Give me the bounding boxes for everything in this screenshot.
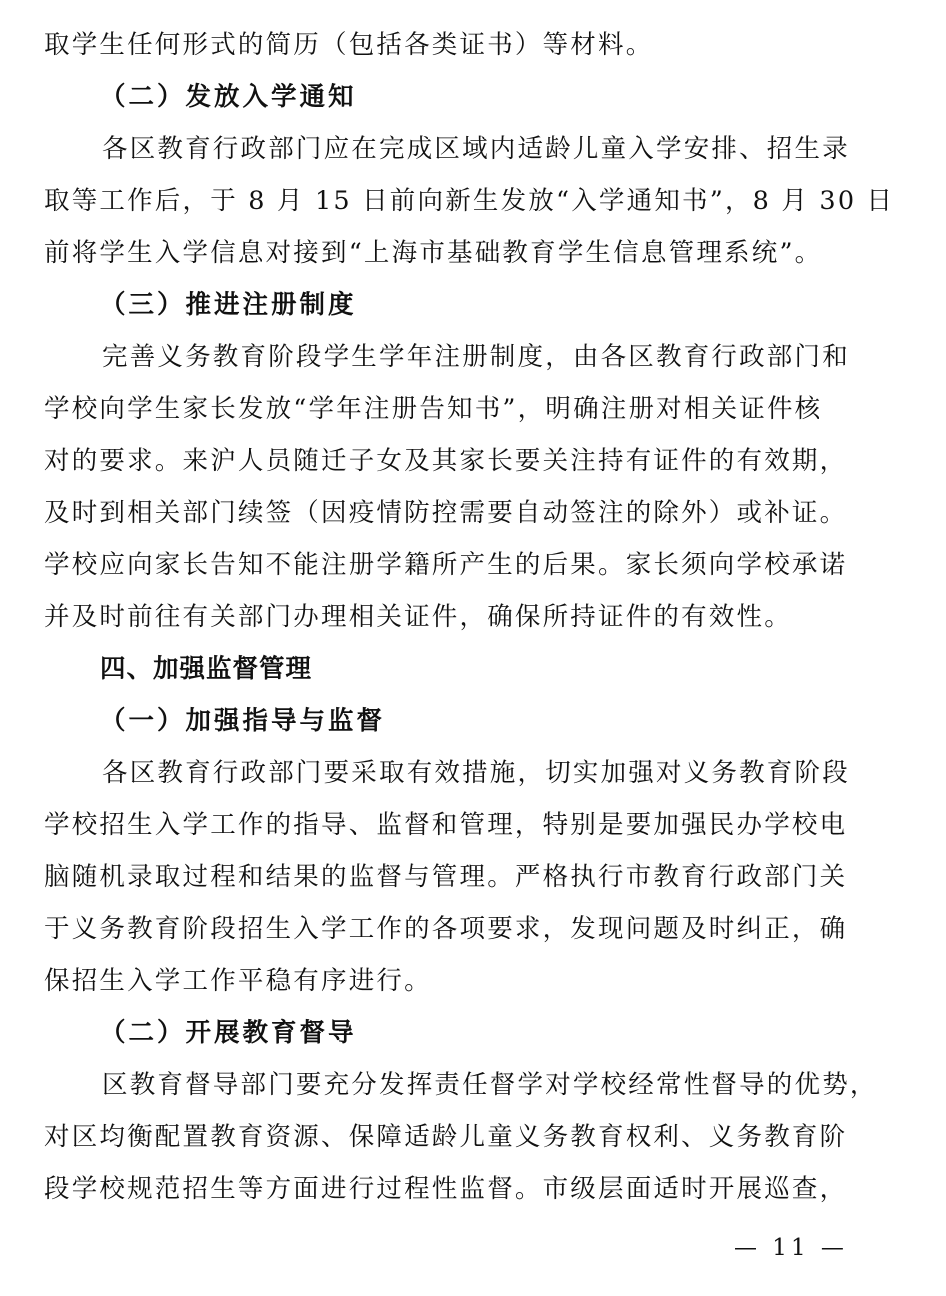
document-page (44, 19, 895, 1215)
body-line: 并及时前往有关部门办理相关证件，确保所持证件的有效性。 (44, 602, 792, 632)
body-line: 及时到相关部门续签（因疫情防控需要自动签注的除外）或补证。 (44, 498, 848, 528)
body-line: 各区教育行政部门要采取有效措施，切实加强对义务教育阶段 (102, 758, 850, 788)
section-subheading-guidance: （一）加强指导与监督 (100, 706, 386, 736)
body-line: 前将学生入学信息对接到“上海市基础教育学生信息管理系统”。 (44, 238, 823, 268)
body-line: 取等工作后，于 8 月 15 日前向新生发放“入学通知书”，8 月 30 日 (44, 186, 895, 216)
body-line: 于义务教育阶段招生入学工作的各项要求，发现问题及时纠正，确 (44, 914, 848, 944)
body-line: 区教育督导部门要充分发挥责任督学对学校经常性督导的优势， (102, 1070, 878, 1100)
body-line: 取学生任何形式的简历（包括各类证书）等材料。 (44, 30, 654, 60)
body-line: 段学校规范招生等方面进行过程性监督。市级层面适时开展巡查， (44, 1174, 848, 1204)
body-line: 对区均衡配置教育资源、保障适龄儿童义务教育权利、义务教育阶 (44, 1122, 848, 1152)
body-line: 学校向学生家长发放“学年注册告知书”，明确注册对相关证件核 (44, 394, 823, 424)
body-line: 脑随机录取过程和结果的监督与管理。严格执行市教育行政部门关 (44, 862, 848, 892)
page-number: — 11 — (734, 1235, 848, 1261)
body-line: 学校招生入学工作的指导、监督和管理，特别是要加强民办学校电 (44, 810, 848, 840)
body-line: 保招生入学工作平稳有序进行。 (44, 966, 432, 996)
section-subheading-registration: （三）推进注册制度 (100, 290, 357, 320)
body-line: 各区教育行政部门应在完成区域内适龄儿童入学安排、招生录 (102, 134, 850, 164)
body-line: 学校应向家长告知不能注册学籍所产生的后果。家长须向学校承诺 (44, 550, 848, 580)
section-subheading-inspection: （二）开展教育督导 (100, 1018, 357, 1048)
section-subheading-issue-notice: （二）发放入学通知 (100, 82, 357, 112)
body-line: 完善义务教育阶段学生学年注册制度，由各区教育行政部门和 (102, 342, 850, 372)
body-line: 对的要求。来沪人员随迁子女及其家长要关注持有证件的有效期， (44, 446, 848, 476)
section-heading-supervision: 四、加强监督管理 (100, 654, 313, 684)
